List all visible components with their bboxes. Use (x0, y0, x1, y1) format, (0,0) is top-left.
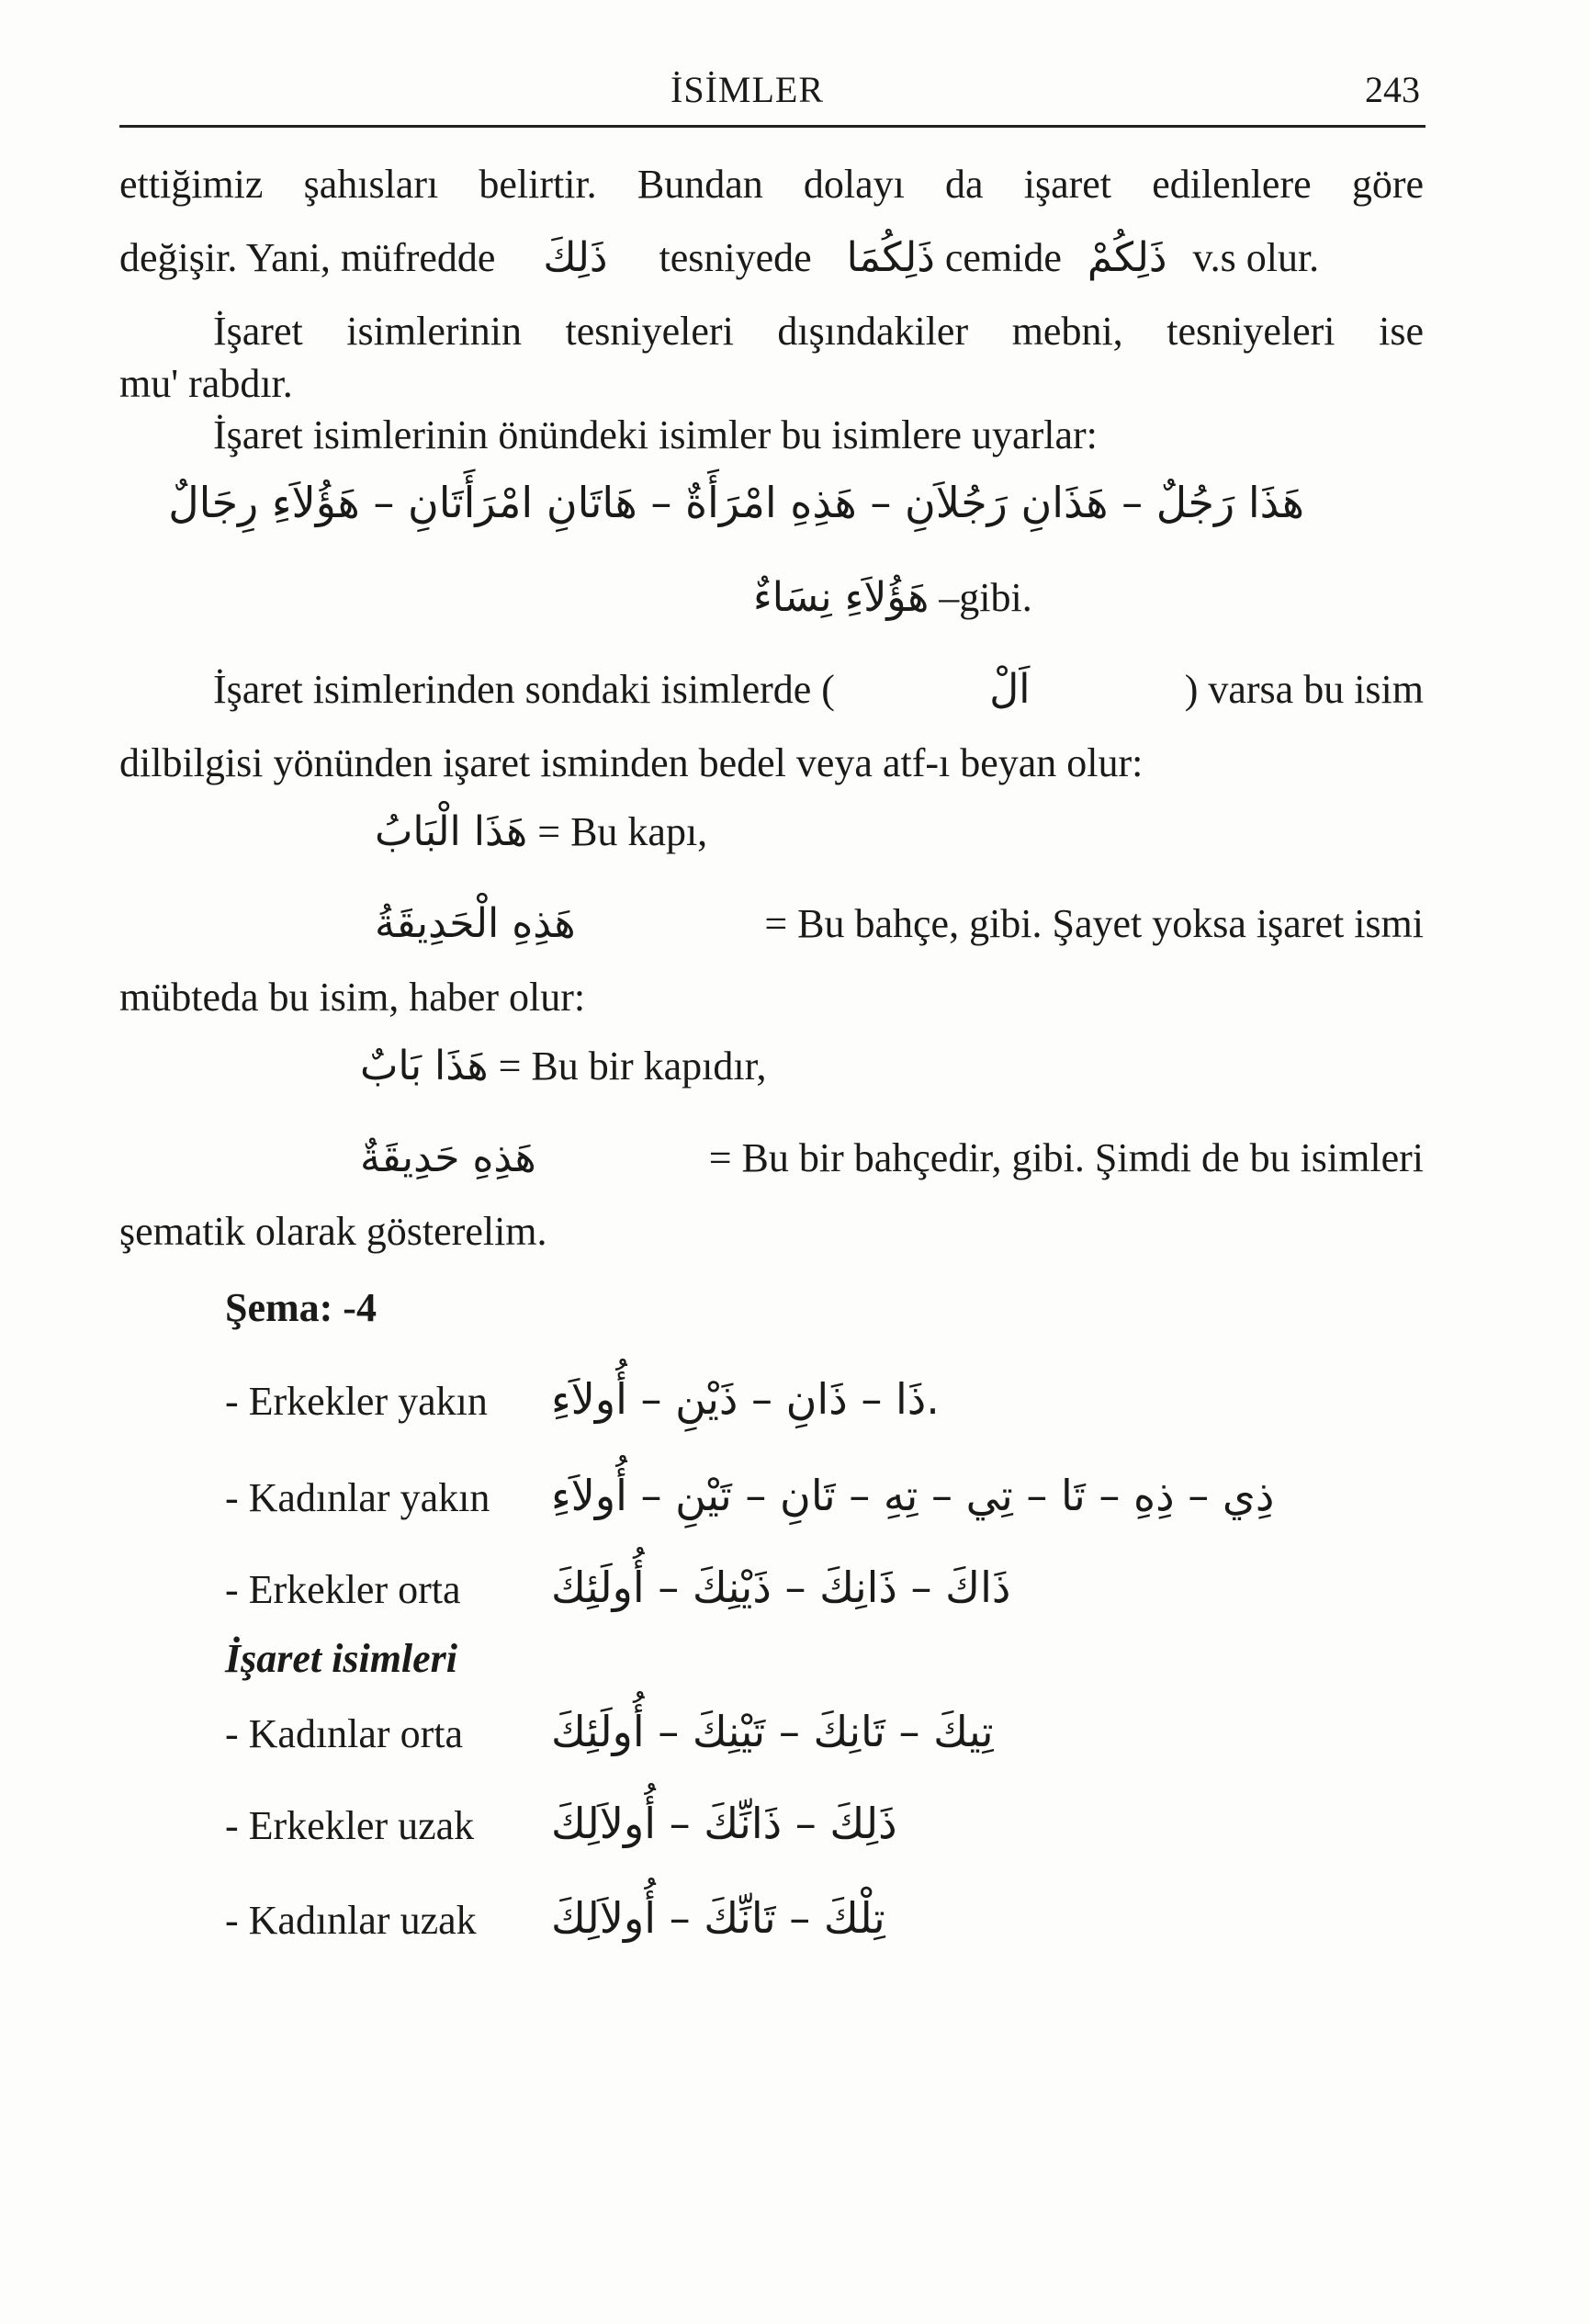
example-3 (360, 1043, 767, 1091)
p4-line1-text-b: ) varsa bu isim (1184, 667, 1424, 712)
p1-arabic-singular: ذَلِكَ (543, 234, 608, 281)
example-1-translation: = Bu kapı, (537, 809, 708, 854)
p4-line1 (213, 666, 1424, 715)
example-4 (360, 1134, 1424, 1183)
example-3-arabic: هَذَا بَابٌ (360, 1043, 489, 1089)
schema-row-arabic: ذَا – ذَانِ – ذَيْنِ – أُولاَءِ. (551, 1374, 940, 1424)
p3-arabic-example-last: هَؤُلاَءِ نِسَاءٌ (753, 574, 930, 621)
running-title: İSİMLER (671, 69, 824, 110)
p3-arabic-examples-line2 (753, 574, 1032, 623)
example-1 (375, 808, 707, 857)
example-4-translation: = Bu bir bahçedir, gibi. Şimdi de bu isimleri (708, 1135, 1424, 1180)
p1-line2 (119, 234, 1424, 283)
p4-line1-text-a: İşaret isimlerinden sondaki isimlerde ( (213, 667, 835, 712)
p1-line1: ettiğimiz şahısları belirtir. Bundan dolayı da işaret edilenlere göre (119, 162, 1424, 207)
schema-title: Şema: -4 (225, 1285, 377, 1330)
p3-line1: İşaret isimlerinin önündeki isimler bu isimlere uyarlar: (213, 412, 1098, 457)
p1-line2-text-b: tesniyede (659, 235, 812, 280)
p3-arabic-examples-line1: هَذَا رَجُلٌ – هَذَانِ رَجُلاَنِ – هَذِهِ امْرَأَةٌ – هَاتَانِ امْرَأَتَانِ – هَؤُلاَءِ رِجَالٌ (168, 478, 1304, 527)
p1-line2-text-c: cemide (944, 235, 1062, 280)
p2-line2: mu' rabdır. (119, 361, 293, 406)
example-2-arabic: هَذِهِ الْحَدِيقَةُ (375, 900, 576, 947)
schema-row-label: - Erkekler orta (225, 1567, 461, 1612)
example-2 (375, 900, 1424, 949)
p4-line2: dilbilgisi yönünden işaret isminden bedel veya atf-ı beyan olur: (119, 740, 1144, 785)
p2-line1: İşaret isimlerinin tesniyeleri dışındakiler mebni, tesniyeleri ise (213, 309, 1424, 354)
p1-line2-text-a: değişir. Yani, müfredde (119, 235, 496, 280)
p1-arabic-plural: ذَلِكُمْ (1087, 234, 1167, 281)
page-header (119, 66, 1426, 128)
page-number: 243 (1365, 69, 1420, 110)
schema-row-label: - Kadınlar yakın (225, 1475, 490, 1520)
schema-row-label: - Erkekler yakın (225, 1379, 488, 1424)
example-4-arabic: هَذِهِ حَدِيقَةٌ (360, 1134, 536, 1181)
p4-line4: şematik olarak gösterelim. (119, 1209, 547, 1254)
p1-arabic-dual: ذَلِكُمَا (846, 234, 935, 281)
schema-row-arabic: ذِي – ذِهِ – تَا – تِي – تِهِ – تَانِ – تَيْنِ – أُولاَءِ (551, 1471, 1275, 1520)
p3-gibi: –gibi. (939, 575, 1032, 620)
schema-row-arabic: تِلْكَ – تَانِّكَ – أُولاَلِكَ (551, 1893, 885, 1943)
example-1-arabic: هَذَا الْبَابُ (375, 808, 528, 855)
schema-row-arabic: ذَاكَ – ذَانِكَ – ذَيْنِكَ – أُولَئِكَ (551, 1562, 1011, 1612)
schema-row-arabic: تِيكَ – تَانِكَ – تَيْنِكَ – أُولَئِكَ (551, 1707, 994, 1756)
example-2-translation: = Bu bahçe, gibi. Şayet yoksa işaret ismi (764, 901, 1424, 946)
schema-subheading: İşaret isimleri (225, 1636, 458, 1681)
schema-row-label: - Kadınlar uzak (225, 1898, 477, 1943)
schema-row-arabic: ذَلِكَ – ذَانِّكَ – أُولاَلِكَ (551, 1799, 897, 1848)
schema-row-label: - Erkekler uzak (225, 1803, 475, 1848)
example-3-translation: = Bu bir kapıdır, (498, 1044, 767, 1089)
schema-row-label: - Kadınlar orta (225, 1711, 463, 1756)
p4-line3: mübteda bu isim, haber olur: (119, 975, 586, 1020)
p4-arabic-article: اَلْ (989, 666, 1031, 713)
p1-line2-text-d: v.s olur. (1192, 235, 1320, 280)
